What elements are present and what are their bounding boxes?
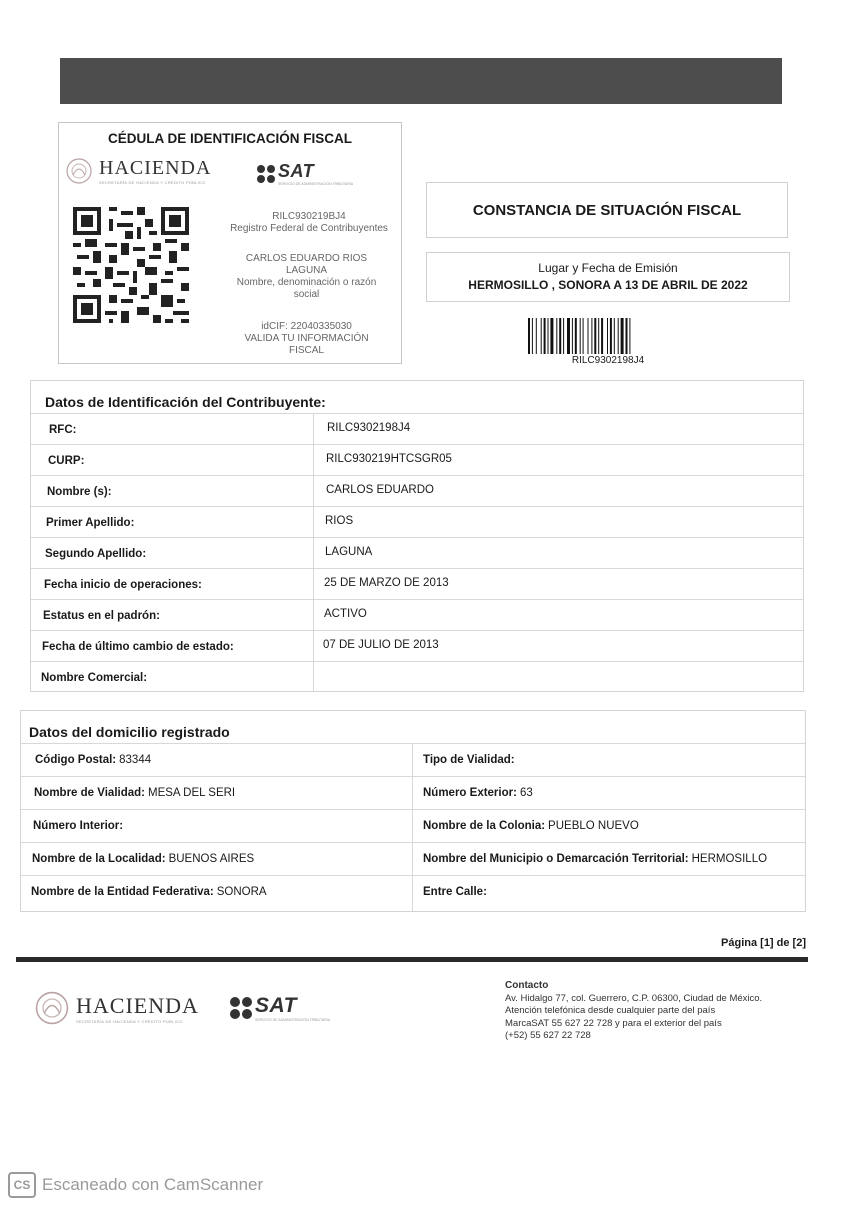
field-label: RFC: [49,424,77,436]
left-value: SONORA [216,886,267,898]
table-row [31,537,803,569]
cedula-rfc-caption: Registro Federal de Contribuyentes [230,223,388,234]
field-value: ACTIVO [324,608,367,620]
table-row [31,568,803,600]
barcode-bar [548,318,549,354]
table-row [31,630,803,662]
field-label: Estatus en el padrón: [43,610,160,622]
sat-wordmark: SAT [278,161,315,181]
sat-dots-icon [230,997,252,1019]
barcode-text: RILC9302198J4 [571,355,645,366]
footer-hacienda-logo [34,990,199,1026]
header-bar [60,58,782,104]
right-label: Número Exterior: [423,787,517,799]
sat-logo [257,161,353,186]
right-label: Tipo de Vialidad: [423,754,515,766]
domicilio-section [20,710,806,912]
domicilio-title: Datos del domicilio registrado [29,724,230,740]
barcode-bar [626,318,628,354]
hacienda-wordmark: HACIENDA [99,157,212,179]
left-label: Código Postal: [35,754,117,766]
barcode-bar [591,318,592,354]
left-cell [31,886,267,898]
contacto-line: (+52) 55 627 22 728 [505,1030,591,1041]
barcode-bar [580,318,581,354]
table-row [31,599,803,631]
field-label: Fecha de último cambio de estado: [42,641,234,653]
right-value: PUEBLO NUEVO [548,820,639,832]
right-label: Nombre del Municipio o Demarcación Territorial: [423,853,689,865]
barcode-bar [607,318,608,354]
lugar-label: Lugar y Fecha de Emisión [538,261,678,275]
left-label: Nombre de la Entidad Federativa: [31,886,214,898]
footer-sat-wordmark: SAT [255,994,297,1017]
left-value: 83344 [119,754,152,766]
barcode-bar [601,318,603,354]
right-value: 63 [519,787,533,799]
barcode-bar [556,318,557,354]
right-cell [423,787,533,799]
constancia-title-text: CONSTANCIA DE SITUACIÓN FISCAL [472,201,742,219]
barcode-bar [528,318,530,354]
right-cell [423,820,639,832]
hacienda-emblem-icon [65,157,93,185]
field-label: Primer Apellido: [46,517,135,529]
table-row [21,776,805,810]
table-row [21,809,805,843]
table-row [31,506,803,538]
left-cell [32,853,254,865]
sat-subtitle: SERVICIO DE ADMINISTRACIÓN TRIBUTARIA [278,182,354,186]
barcode-bar [594,318,596,354]
lugar-value: HERMOSILLO , SONORA A 13 DE ABRIL DE 2022 [468,278,748,292]
left-value: BUENOS AIRES [168,853,255,865]
barcode-bar [572,318,573,354]
barcode-bar [588,318,589,354]
barcode-bar [563,318,564,354]
camscanner-watermark [8,1172,263,1198]
identificacion-title: Datos de Identificación del Contribuyente: [45,394,326,410]
cedula-valida: VALIDA TU INFORMACIÓN FISCAL [244,333,369,356]
barcode-bar [610,318,612,354]
field-label: Nombre Comercial: [41,672,148,684]
contacto-line: Av. Hidalgo 77, col. Guerrero, C.P. 06300, Ciudad de México. [505,992,763,1004]
camscanner-text: Escaneado con CamScanner [42,1175,264,1194]
table-row [31,661,803,693]
camscanner-icon: CS [8,1172,36,1198]
field-value: RILC930219HTCSGR05 [326,453,452,465]
barcode-bar [575,318,577,354]
cedula-name-caption: Nombre, denominación o razón social [236,277,377,300]
field-value: RILC9302198J4 [327,422,411,434]
left-value: MESA DEL SERI [147,787,236,799]
footer-divider [16,957,808,962]
cedula-card [58,122,402,364]
left-cell [33,820,126,832]
hacienda-logo [65,157,211,185]
right-cell [423,853,767,865]
footer-sat-subtitle: SERVICIO DE ADMINISTRACIÓN TRIBUTARIA [255,1018,331,1022]
contacto-block [505,980,805,1043]
barcode-bar [618,318,619,354]
page-indicator: Página [1] de [2] [721,937,806,949]
contacto-line: Atención telefónica desde cualquier parte del país [505,1005,716,1016]
cedula-rfc: RILC930219BJ4 [272,211,346,222]
barcode-bar [567,318,570,354]
left-label: Número Interior: [33,820,124,832]
constancia-title [426,182,788,238]
footer-sat-logo [230,994,330,1022]
identificacion-section [30,380,804,692]
left-label: Nombre de la Localidad: [32,853,166,865]
barcode-bar [629,318,630,354]
hacienda-emblem-icon [34,990,70,1026]
sat-dots-icon [257,165,275,183]
right-cell [423,754,518,766]
left-cell [35,754,151,766]
table-row [21,875,805,909]
barcode-bar [598,318,599,354]
field-value: CARLOS EDUARDO [326,484,434,496]
lugar-fecha-box [426,252,790,302]
field-label: Fecha inicio de operaciones: [44,579,202,591]
field-value: RIOS [325,515,354,527]
barcode-bar [544,318,546,354]
barcode-bar [583,318,584,354]
right-label: Nombre de la Colonia: [423,820,546,832]
right-cell [423,886,490,898]
barcode-bar [532,318,533,354]
barcode-bar [559,318,561,354]
field-value: 25 DE MARZO DE 2013 [324,577,449,589]
field-label: Nombre (s): [47,486,112,498]
cedula-title: CÉDULA DE IDENTIFICACIÓN FISCAL [108,131,352,146]
field-label: CURP: [48,455,85,467]
cedula-name: CARLOS EDUARDO RIOS LAGUNA [245,253,368,276]
barcode-icon [528,318,688,354]
left-label: Nombre de Vialidad: [34,787,145,799]
field-value: LAGUNA [325,546,373,558]
barcode-bar [614,318,615,354]
cedula-idcif: idCIF: 22040335030 [261,321,352,332]
table-row [21,743,805,777]
hacienda-subtitle: SECRETARÍA DE HACIENDA Y CRÉDITO PÚBLICO [99,180,206,185]
contacto-line: MarcaSAT 55 627 22 728 y para el exterior del país [505,1017,722,1029]
contacto-title: Contacto [505,980,549,991]
table-row [31,444,803,476]
right-value: HERMOSILLO [691,853,768,865]
right-label: Entre Calle: [423,886,487,898]
qr-code-icon [73,207,189,323]
table-row [31,475,803,507]
left-cell [34,787,235,799]
table-row [21,842,805,876]
field-value: 07 DE JULIO DE 2013 [323,639,439,651]
footer-hacienda-wordmark: HACIENDA [76,992,199,1018]
barcode-bar [541,318,542,354]
field-label: Segundo Apellido: [45,548,147,560]
barcode-bar [536,318,537,354]
barcode-bar [550,318,553,354]
footer-hacienda-subtitle: SECRETARÍA DE HACIENDA Y CRÉDITO PÚBLICO [76,1018,183,1024]
table-row [31,413,803,445]
barcode-bar [621,318,624,354]
